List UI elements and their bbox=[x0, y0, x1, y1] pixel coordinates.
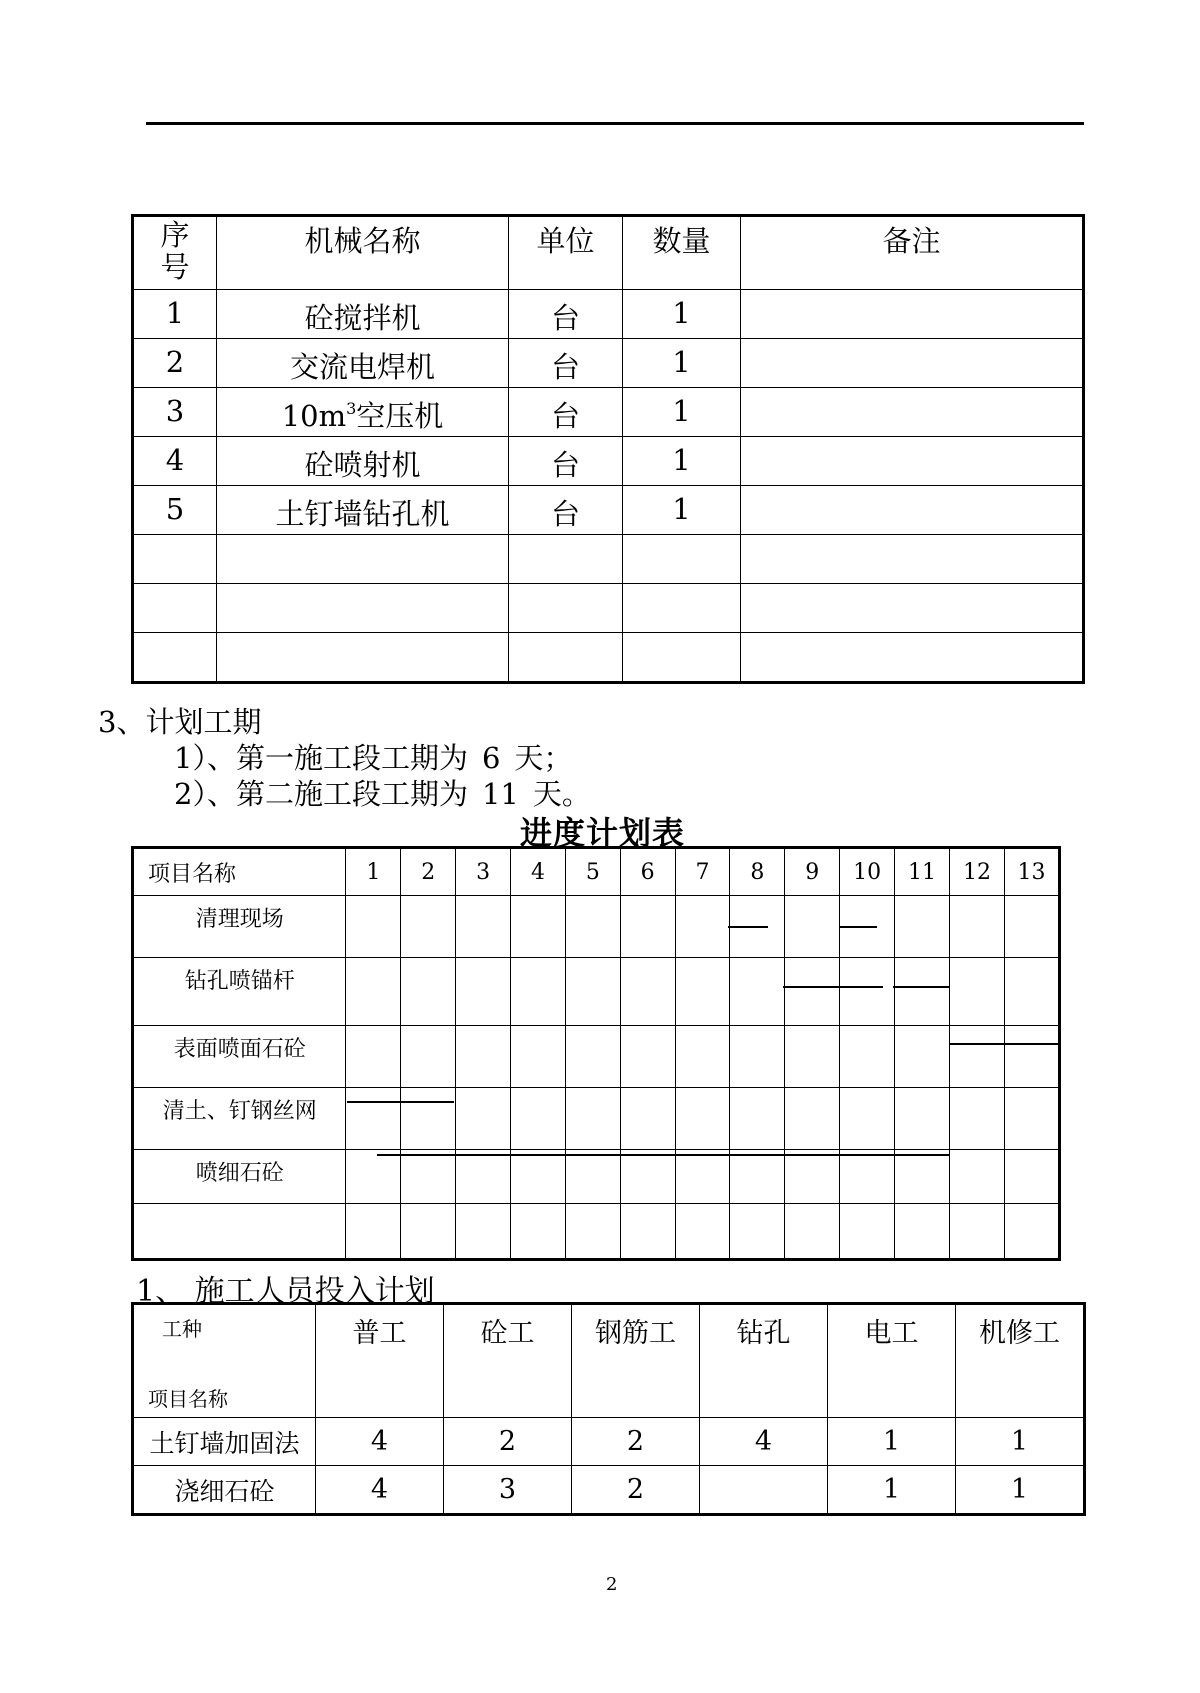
task-label: 钻孔喷锚杆 bbox=[133, 958, 346, 1026]
name-cell: 砼喷射机 bbox=[217, 437, 509, 486]
name-cell: 交流电焊机 bbox=[217, 339, 509, 388]
schedule-section-title: 3、计划工期 bbox=[98, 705, 262, 739]
corner-project-label: 项目名称 bbox=[148, 1387, 228, 1411]
task-label: 喷细石砼 bbox=[133, 1150, 346, 1204]
empty-row bbox=[133, 535, 1084, 584]
qty-cell: 1 bbox=[623, 437, 741, 486]
name-cell bbox=[217, 388, 509, 437]
labor-count-cell: 1 bbox=[956, 1466, 1085, 1515]
task-label bbox=[133, 1204, 346, 1260]
name-superscript: 3 bbox=[346, 399, 357, 418]
task-label: 清理现场 bbox=[133, 896, 346, 958]
seq-header-line2: 号 bbox=[160, 250, 190, 284]
unit-cell: 台 bbox=[509, 486, 623, 535]
day-4: 4 bbox=[511, 848, 566, 896]
table-row bbox=[133, 1418, 1085, 1466]
stage1-days: 6 bbox=[481, 741, 501, 775]
trade-header: 砼工 bbox=[444, 1304, 572, 1418]
day-8: 8 bbox=[730, 848, 785, 896]
qty-cell: 1 bbox=[623, 388, 741, 437]
stage2-text: 2）、第二施工段工期为 bbox=[174, 777, 468, 811]
corner-trade-label: 工种 bbox=[162, 1317, 202, 1341]
unit-cell: 台 bbox=[509, 437, 623, 486]
gantt-row bbox=[133, 896, 1060, 958]
stage2-line bbox=[174, 772, 591, 813]
stage1-unit: 天； bbox=[514, 741, 573, 775]
labor-count-cell: 1 bbox=[828, 1466, 956, 1515]
seq-cell: 4 bbox=[133, 437, 217, 486]
labor-count-cell: 2 bbox=[572, 1466, 700, 1515]
unit-cell: 台 bbox=[509, 290, 623, 339]
empty-row bbox=[133, 633, 1084, 683]
seq-cell: 5 bbox=[133, 486, 217, 535]
day-7: 7 bbox=[675, 848, 730, 896]
trade-header: 电工 bbox=[828, 1304, 956, 1418]
name-prefix: 10m bbox=[281, 399, 347, 433]
labor-count-cell: 2 bbox=[444, 1418, 572, 1466]
note-cell bbox=[741, 388, 1084, 437]
day-11: 11 bbox=[895, 848, 950, 896]
labor-table bbox=[131, 1302, 1086, 1516]
table-row bbox=[133, 388, 1084, 437]
trade-header: 钻孔 bbox=[700, 1304, 828, 1418]
day-2: 2 bbox=[401, 848, 456, 896]
name-cell: 砼搅拌机 bbox=[217, 290, 509, 339]
gantt-corner-label: 项目名称 bbox=[133, 848, 346, 896]
equipment-header-row bbox=[133, 216, 1084, 290]
labor-count-cell: 1 bbox=[828, 1418, 956, 1466]
name-cell: 土钉墙钻孔机 bbox=[217, 486, 509, 535]
table-row bbox=[133, 1466, 1085, 1515]
qty-cell: 1 bbox=[623, 290, 741, 339]
trade-header: 钢筋工 bbox=[572, 1304, 700, 1418]
gantt-title: 进度计划表 bbox=[520, 814, 686, 852]
gantt-bar-surface-spray bbox=[950, 1043, 1060, 1045]
day-9: 9 bbox=[785, 848, 840, 896]
gantt-bar-cleanup-b bbox=[839, 926, 877, 928]
equipment-table bbox=[131, 214, 1085, 684]
gantt-bar-drilling-b bbox=[893, 986, 950, 988]
day-10: 10 bbox=[840, 848, 895, 896]
labor-count-cell bbox=[700, 1466, 828, 1515]
unit-cell: 台 bbox=[509, 388, 623, 437]
trade-header: 机修工 bbox=[956, 1304, 1085, 1418]
note-cell bbox=[741, 486, 1084, 535]
labor-corner-cell bbox=[133, 1304, 316, 1418]
name-header: 机械名称 bbox=[217, 216, 509, 290]
table-row bbox=[133, 437, 1084, 486]
gantt-bar-drilling-a bbox=[783, 986, 883, 988]
day-1: 1 bbox=[346, 848, 401, 896]
qty-cell: 1 bbox=[623, 486, 741, 535]
stage1-text: 1）、第一施工段工期为 bbox=[174, 741, 468, 775]
stage2-days: 11 bbox=[481, 777, 519, 811]
name-suffix: 空压机 bbox=[356, 399, 444, 433]
table-row bbox=[133, 339, 1084, 388]
labor-header-row bbox=[133, 1304, 1085, 1418]
note-cell bbox=[741, 437, 1084, 486]
day-3: 3 bbox=[456, 848, 511, 896]
page-number: 2 bbox=[606, 1574, 618, 1595]
seq-cell: 2 bbox=[133, 339, 217, 388]
gantt-bar-soil-mesh bbox=[347, 1101, 454, 1103]
table-row bbox=[133, 290, 1084, 339]
gantt-bar-fine-concrete bbox=[377, 1154, 950, 1156]
unit-header: 单位 bbox=[509, 216, 623, 290]
gantt-bar-cleanup-a bbox=[728, 926, 768, 928]
seq-cell: 3 bbox=[133, 388, 217, 437]
labor-count-cell: 3 bbox=[444, 1466, 572, 1515]
gantt-row bbox=[133, 958, 1060, 1026]
labor-count-cell: 4 bbox=[316, 1418, 444, 1466]
stage1-line bbox=[174, 736, 572, 777]
project-name-cell: 浇细石砼 bbox=[133, 1466, 316, 1515]
seq-cell: 1 bbox=[133, 290, 217, 339]
empty-row bbox=[133, 584, 1084, 633]
task-label: 清土、钉钢丝网 bbox=[133, 1088, 346, 1150]
day-6: 6 bbox=[620, 848, 675, 896]
day-13: 13 bbox=[1004, 848, 1059, 896]
note-cell bbox=[741, 290, 1084, 339]
qty-header: 数量 bbox=[623, 216, 741, 290]
stage2-unit: 天。 bbox=[532, 777, 591, 811]
gantt-row bbox=[133, 1150, 1060, 1204]
gantt-row bbox=[133, 1088, 1060, 1150]
task-label: 表面喷面石砼 bbox=[133, 1026, 346, 1088]
unit-cell: 台 bbox=[509, 339, 623, 388]
qty-cell: 1 bbox=[623, 339, 741, 388]
project-name-cell: 土钉墙加固法 bbox=[133, 1418, 316, 1466]
gantt-row bbox=[133, 1204, 1060, 1260]
labor-count-cell: 1 bbox=[956, 1418, 1085, 1466]
gantt-row bbox=[133, 1026, 1060, 1088]
note-cell bbox=[741, 339, 1084, 388]
gantt-table bbox=[131, 846, 1061, 1261]
labor-section-title: 1、 施工人员投入计划 bbox=[136, 1274, 435, 1309]
note-header: 备注 bbox=[741, 216, 1084, 290]
labor-count-cell: 4 bbox=[316, 1466, 444, 1515]
trade-header: 普工 bbox=[316, 1304, 444, 1418]
day-5: 5 bbox=[565, 848, 620, 896]
day-12: 12 bbox=[950, 848, 1005, 896]
header-rule bbox=[146, 122, 1084, 125]
labor-count-cell: 2 bbox=[572, 1418, 700, 1466]
seq-header-line1: 序 bbox=[160, 218, 190, 252]
table-row bbox=[133, 486, 1084, 535]
labor-count-cell: 4 bbox=[700, 1418, 828, 1466]
gantt-header-row bbox=[133, 848, 1060, 896]
seq-header bbox=[133, 216, 217, 290]
